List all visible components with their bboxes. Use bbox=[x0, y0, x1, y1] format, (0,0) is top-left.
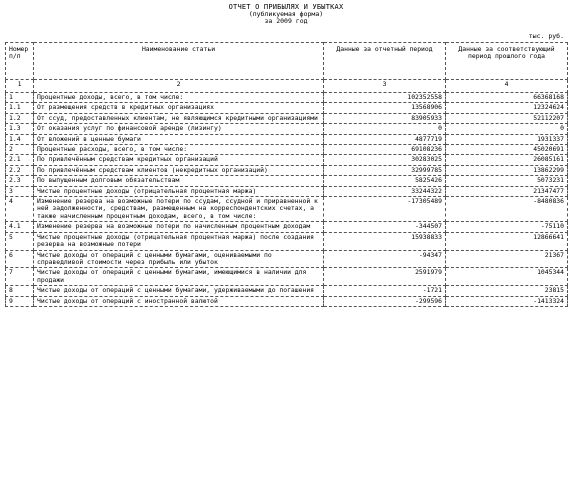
row-name: От оказания услуг по финансовой аренде (лизингу) bbox=[34, 124, 324, 134]
row-number: 4.1 bbox=[6, 222, 34, 232]
column-index: 3 bbox=[324, 80, 446, 93]
row-current-value: 2591979 bbox=[324, 268, 446, 286]
row-current-value: 83905933 bbox=[324, 113, 446, 123]
row-number: 1.1 bbox=[6, 103, 34, 113]
row-name: От ссуд, предоставленных клиентам, не являющимся кредитными организациями bbox=[34, 113, 324, 123]
row-previous-value: 26085161 bbox=[446, 155, 568, 165]
row-previous-value: 12324624 bbox=[446, 103, 568, 113]
row-previous-value: 1045344 bbox=[446, 268, 568, 286]
row-previous-value: 52112207 bbox=[446, 113, 568, 123]
row-name: По привлечённым средствам кредитных организаций bbox=[34, 155, 324, 165]
row-number: 2.2 bbox=[6, 165, 34, 175]
row-name: От размещения средств в кредитных организациях bbox=[34, 103, 324, 113]
table-row bbox=[6, 165, 568, 175]
row-number: 2.3 bbox=[6, 176, 34, 186]
row-previous-value: 1931337 bbox=[446, 134, 568, 144]
row-number: 8 bbox=[6, 286, 34, 296]
row-number: 1.4 bbox=[6, 134, 34, 144]
column-index: 4 bbox=[446, 80, 568, 93]
row-name: Процентные расходы, всего, в том числе: bbox=[34, 145, 324, 155]
row-number: 9 bbox=[6, 296, 34, 306]
row-name: Чистые процентные доходы (отрицательная процентная маржа) после создания резерва на возможные потери bbox=[34, 232, 324, 250]
column-index: 1 bbox=[6, 80, 34, 93]
row-current-value: 15938833 bbox=[324, 232, 446, 250]
row-previous-value: 45020691 bbox=[446, 145, 568, 155]
row-current-value: -17305489 bbox=[324, 197, 446, 222]
row-previous-value: 12866641 bbox=[446, 232, 568, 250]
report-header bbox=[0, 3, 572, 25]
table-row bbox=[6, 155, 568, 165]
units-label: тыс. руб. bbox=[528, 32, 564, 40]
row-number: 6 bbox=[6, 250, 34, 268]
row-previous-value: 21347477 bbox=[446, 186, 568, 196]
table-row bbox=[6, 197, 568, 222]
row-name: Изменение резерва на возможные потери по ссудам, ссудной и приравненной к ней задолженности, средствам, размещенным на корреспондентских счетах, а также начисленным процентным доходам, всего, в том числе: bbox=[34, 197, 324, 222]
row-current-value: 13568906 bbox=[324, 103, 446, 113]
row-name: От вложений в ценные бумаги bbox=[34, 134, 324, 144]
row-previous-value: 13862299 bbox=[446, 165, 568, 175]
column-header-current: Данные за отчетный период bbox=[324, 43, 446, 80]
row-number: 7 bbox=[6, 268, 34, 286]
column-header-name: Наименование статьи bbox=[34, 43, 324, 80]
table-row bbox=[6, 286, 568, 296]
column-header-number: Номер п/п bbox=[6, 43, 34, 80]
row-name: Процентные доходы, всего, в том числе: bbox=[34, 93, 324, 103]
table-row bbox=[6, 186, 568, 196]
table-row bbox=[6, 124, 568, 134]
row-number: 1.2 bbox=[6, 113, 34, 123]
table-row bbox=[6, 176, 568, 186]
row-number: 5 bbox=[6, 232, 34, 250]
column-index: 2 bbox=[34, 80, 324, 93]
table-row bbox=[6, 232, 568, 250]
row-current-value: 4877719 bbox=[324, 134, 446, 144]
table-row bbox=[6, 250, 568, 268]
row-current-value: -94347 bbox=[324, 250, 446, 268]
row-current-value: -344507 bbox=[324, 222, 446, 232]
row-name: Чистые доходы от операций с ценными бумагами, удерживаемыми до погашения bbox=[34, 286, 324, 296]
row-previous-value: -75110 bbox=[446, 222, 568, 232]
column-index-row bbox=[6, 80, 568, 93]
row-current-value: 5825426 bbox=[324, 176, 446, 186]
row-previous-value: 0 bbox=[446, 124, 568, 134]
table-header-row bbox=[6, 43, 568, 80]
row-current-value: 0 bbox=[324, 124, 446, 134]
table-row bbox=[6, 93, 568, 103]
row-name: По привлечённым средствам клиентов (некредитных организаций) bbox=[34, 165, 324, 175]
report-period: за 2009 год bbox=[264, 17, 308, 25]
row-current-value: 69108236 bbox=[324, 145, 446, 155]
column-header-previous: Данные за соответствующий период прошлого года bbox=[446, 43, 568, 80]
row-previous-value: 66368168 bbox=[446, 93, 568, 103]
row-name: Чистые процентные доходы (отрицательная процентная маржа) bbox=[34, 186, 324, 196]
table-row bbox=[6, 134, 568, 144]
row-number: 2.1 bbox=[6, 155, 34, 165]
table-row bbox=[6, 145, 568, 155]
table-row bbox=[6, 222, 568, 232]
report-subtitle: (публикуемая форма) bbox=[248, 10, 324, 18]
table-row bbox=[6, 113, 568, 123]
row-name: Изменение резерва на возможные потери по начисленным процентным доходам bbox=[34, 222, 324, 232]
row-current-value: 102352558 bbox=[324, 93, 446, 103]
row-name: Чистые доходы от операций с иностранной валютой bbox=[34, 296, 324, 306]
row-current-value: -1721 bbox=[324, 286, 446, 296]
row-number: 1.3 bbox=[6, 124, 34, 134]
row-previous-value: 5073231 bbox=[446, 176, 568, 186]
row-current-value: 32999785 bbox=[324, 165, 446, 175]
row-current-value: -299596 bbox=[324, 296, 446, 306]
row-number: 2 bbox=[6, 145, 34, 155]
row-previous-value: 23815 bbox=[446, 286, 568, 296]
row-current-value: 30283025 bbox=[324, 155, 446, 165]
row-previous-value: 21367 bbox=[446, 250, 568, 268]
table-row bbox=[6, 103, 568, 113]
table-row bbox=[6, 296, 568, 306]
row-number: 1 bbox=[6, 93, 34, 103]
row-current-value: 33244322 bbox=[324, 186, 446, 196]
report-title: ОТЧЕТ О ПРИБЫЛЯХ И УБЫТКАХ bbox=[228, 3, 344, 11]
row-previous-value: -1413324 bbox=[446, 296, 568, 306]
row-name: По выпущенным долговым обязательствам bbox=[34, 176, 324, 186]
row-name: Чистые доходы от операций с ценными бумагами, оцениваемыми по справедливой стоимости через прибыль или убыток bbox=[34, 250, 324, 268]
report-table bbox=[5, 42, 568, 307]
row-name: Чистые доходы от операций с ценными бумагами, имеющимися в наличии для продажи bbox=[34, 268, 324, 286]
row-number: 4 bbox=[6, 197, 34, 222]
row-number: 3 bbox=[6, 186, 34, 196]
table-row bbox=[6, 268, 568, 286]
table-body bbox=[6, 93, 568, 307]
row-previous-value: -8480836 bbox=[446, 197, 568, 222]
